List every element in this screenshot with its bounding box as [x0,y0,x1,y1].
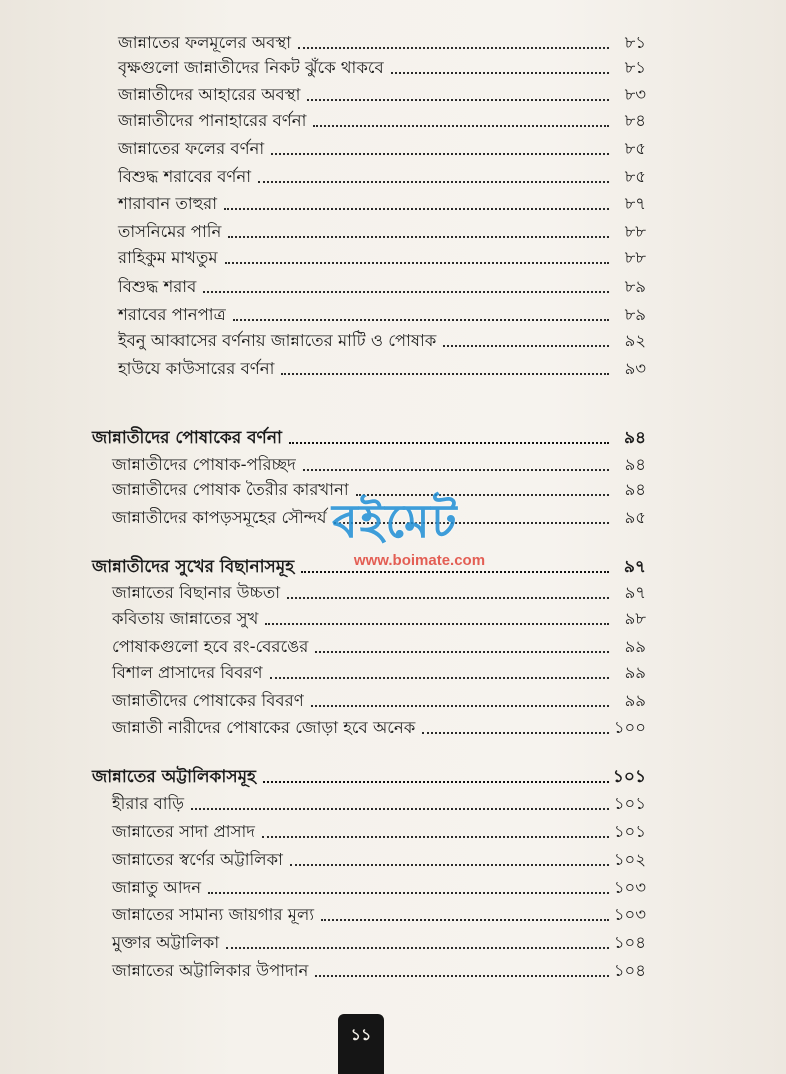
toc-entry [112,662,646,684]
dot-leader [301,571,609,573]
toc-entry-title: জান্নাতীদের পোষাক তৈরীর কারখানা [112,480,349,499]
dot-leader [203,291,609,293]
dot-leader [228,236,609,238]
toc-entry [112,507,646,529]
toc-entry-title: জান্নাতীদের পোষাক-পরিচ্ছদ [112,455,296,474]
dot-leader [391,72,609,74]
toc-entry [112,821,646,843]
watermark-logo: বইমেট [332,494,459,548]
toc-entry [118,304,646,326]
dot-leader [315,975,609,977]
toc-entry [112,717,646,739]
dot-leader [422,732,609,734]
toc-page-number: ১০০ [613,718,646,737]
toc-entry [112,636,646,658]
dot-leader [303,469,609,471]
toc-page-number: ৮৯ [624,277,646,296]
toc-entry [118,110,646,132]
toc-page-number: ৯৯ [624,691,646,710]
toc-entry-title: জান্নাতু আদন [112,878,202,897]
dot-leader [271,153,609,155]
toc-entry-title: তাসনিমের পানি [118,222,222,241]
toc-entry-title: জান্নাতীদের পোষাকের বর্ণনা [92,428,282,448]
dot-leader [289,442,609,444]
toc-entry-title: জান্নাতীদের কাপড়সমূহের সৌন্দর্য [112,508,327,527]
toc-entry-title: জান্নাতের বিছানার উচ্চতা [112,583,280,602]
section-heading [92,766,646,788]
toc-page-number: ৯৯ [624,637,646,656]
toc-entry [112,849,646,871]
toc-entry-title: শরাবের পানপাত্র [118,305,226,324]
toc-entry [112,479,646,501]
toc-entry [112,582,646,604]
toc-entry [118,166,646,188]
section-heading [92,556,646,578]
toc-page-number: ৮১ [624,33,646,52]
toc-page-number: ৯৪ [624,455,646,474]
toc-entry-title: জান্নাতীদের সুখের বিছানাসমূহ [92,557,295,577]
toc-page-number: ৮১ [624,58,646,77]
dot-leader [443,345,609,347]
dot-leader [270,677,609,679]
page-number-tab [338,1014,384,1074]
dot-leader [311,705,609,707]
toc-page-number: ৮৮ [624,222,646,241]
toc-page-number: ৯৫ [624,508,646,527]
toc-page-number: ৮৪ [624,111,646,130]
toc-entry [118,247,646,269]
dot-leader [298,47,609,49]
toc-page-number: ৮৭ [624,194,646,213]
page-number: ১১ [350,1025,372,1044]
toc-page-number: ১০৪ [613,933,646,952]
dot-leader [258,181,609,183]
toc-page-number: ৮৮ [624,248,646,267]
toc-entry [112,904,646,926]
section-heading [92,427,646,449]
toc-entry-title: জান্নাতের সামান্য জায়গার মূল্য [112,905,315,924]
dot-leader [224,208,609,210]
toc-page-number: ৯৭ [623,557,646,577]
toc-entry-title: বিশুদ্ধ শরাব [118,277,197,296]
toc-entry-title: জান্নাতীদের পোষাকের বিবরণ [112,691,304,710]
dot-leader [281,373,609,375]
dot-leader [315,651,609,653]
toc-page-number: ৮৯ [624,305,646,324]
toc-entry [112,960,646,982]
dot-leader [208,892,609,894]
toc-entry [112,877,646,899]
toc-page-number: ১০৩ [613,878,646,897]
dot-leader [334,522,609,524]
toc-entry [112,793,646,815]
toc-entry-title: বিশাল প্রাসাদের বিবরণ [112,663,263,682]
toc-page-number: ৯৯ [624,663,646,682]
dot-leader [263,781,609,783]
toc-page-number: ৯৮ [624,609,646,628]
dot-leader [321,919,609,921]
dot-leader [225,262,609,264]
toc-page-number: ১০৪ [613,961,646,980]
toc-page-number: ৮৩ [624,85,646,104]
toc-entry-title: জান্নাতীদের পানাহারের বর্ণনা [118,111,307,130]
toc-entry-title: হাউযে কাউসারের বর্ণনা [118,359,275,378]
toc-page-number: ৯৪ [624,480,646,499]
toc-entry-title: জান্নাতের অট্টালিকার উপাদান [112,961,309,980]
toc-entry-title: জান্নাতের স্বর্ণের অট্টালিকা [112,850,283,869]
toc-page-number: ১০৩ [613,905,646,924]
toc-entry [118,221,646,243]
toc-page-number: ৮৫ [624,139,646,158]
toc-entry-title: পোষাকগুলো হবে রং-বেরঙের [112,637,309,656]
toc-entry [112,454,646,476]
dot-leader [307,99,609,101]
dot-leader [290,864,609,866]
toc-entry-title: জান্নাতের ফলের বর্ণনা [118,139,265,158]
toc-entry [118,84,646,106]
toc-entry [118,138,646,160]
toc-entry-title: জান্নাতের ফলমূলের অবস্থা [118,33,292,52]
toc-entry [118,358,646,380]
toc-page-number: ৯৪ [623,428,646,448]
dot-leader [191,808,609,810]
toc-entry-title: কবিতায় জান্নাতের সুখ [112,609,259,628]
toc-entry-title: রাহিকুম মাখতুম [118,248,218,267]
toc-entry-title: বৃক্ষগুলো জান্নাতীদের নিকট ঝুঁকে থাকবে [118,58,384,77]
dot-leader [287,597,609,599]
toc-entry-title: শারাবান তাহুরা [118,194,218,213]
dot-leader [313,125,609,127]
toc-entry-title: বিশুদ্ধ শরাবের বর্ণনা [118,167,252,186]
toc-page-number: ৮৫ [624,167,646,186]
toc-entry-title: ইবনু আব্বাসের বর্ণনায় জান্নাতের মাটি ও পোষাক [118,331,437,350]
toc-page-number: ৯৭ [624,583,646,602]
toc-entry [112,932,646,954]
toc-entry-title: জান্নাতের সাদা প্রাসাদ [112,822,255,841]
dot-leader [262,836,609,838]
toc-page-number: ১০১ [613,822,646,841]
toc-entry [112,608,646,630]
toc-entry [118,193,646,215]
dot-leader [233,319,609,321]
toc-entry-title: জান্নাতের অট্টালিকাসমূহ [92,767,256,787]
toc-entry-title: জান্নাতীদের আহারের অবস্থা [118,85,301,104]
watermark-url: www.boimate.com [353,552,486,569]
dot-leader [226,947,609,949]
toc-page-number: ১০১ [613,794,646,813]
toc-page-number: ৯৩ [624,359,646,378]
toc-page-number: ১০২ [613,850,646,869]
toc-entry [118,32,646,54]
toc-entry [118,57,646,79]
dot-leader [356,494,609,496]
toc-page-number: ৯২ [624,331,646,350]
dot-leader [265,623,609,625]
toc-page-number: ১০১ [612,767,646,787]
toc-entry-title: জান্নাতী নারীদের পোষাকের জোড়া হবে অনেক [112,718,416,737]
toc-entry [118,276,646,298]
toc-entry [118,330,646,352]
toc-entry-title: মুক্তার অট্টালিকা [112,933,220,952]
toc-entry-title: হীরার বাড়ি [112,794,185,813]
toc-entry [112,690,646,712]
